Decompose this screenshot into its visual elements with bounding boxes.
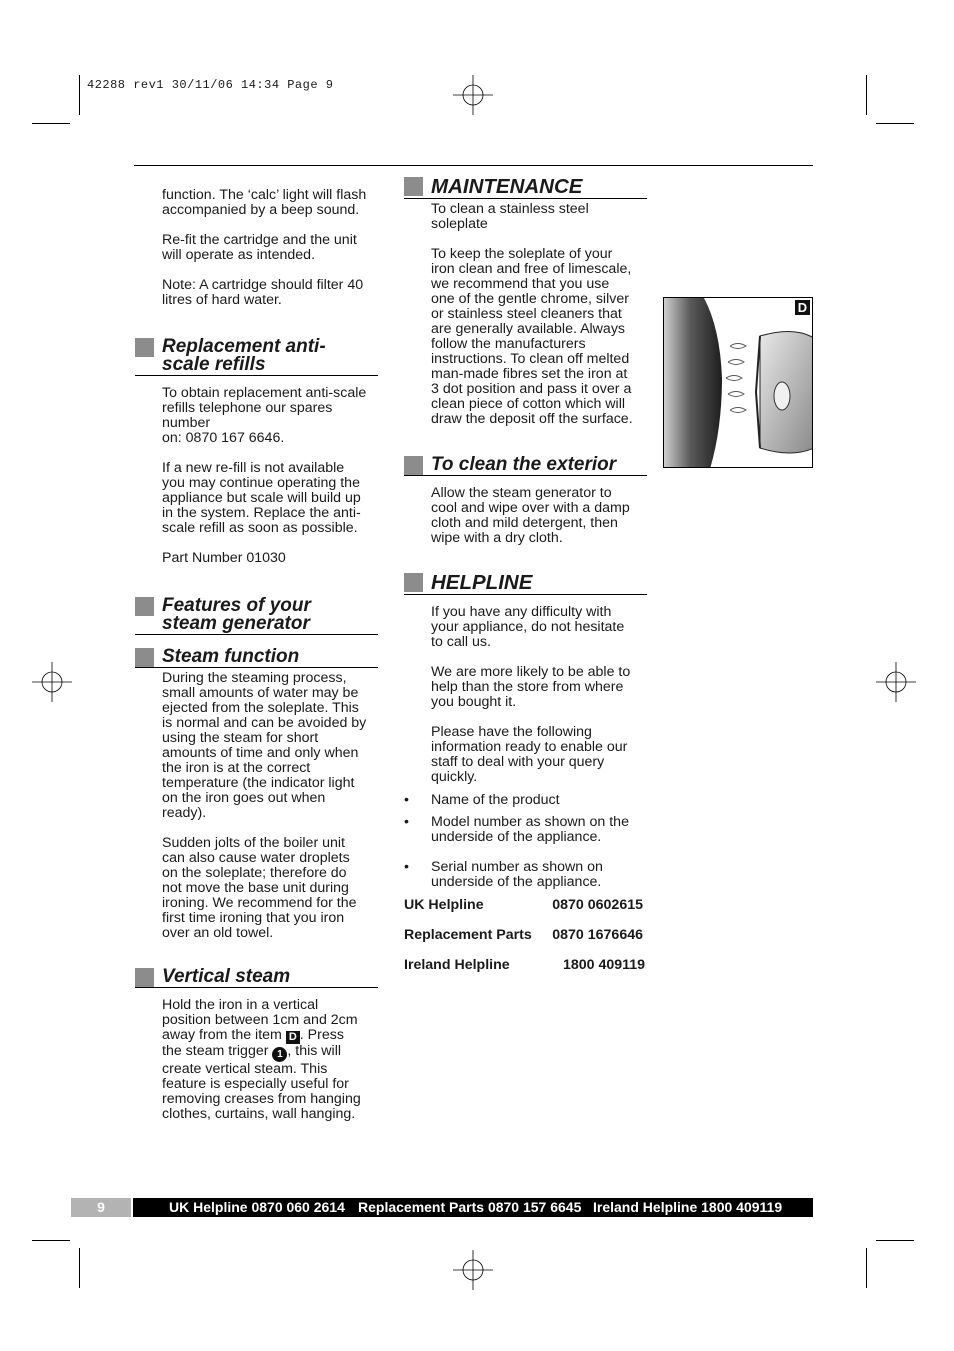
contact-number: 0870 1676646 (552, 927, 643, 943)
paragraph (162, 998, 378, 1122)
list-item-text: Serial number as shown on underside of the appliance. (431, 859, 603, 890)
header-rule (134, 165, 813, 166)
footer-helplines (133, 1198, 813, 1217)
footer-replacement-parts: Replacement Parts 0870 157 6645 (358, 1199, 582, 1215)
heading-text: Vertical steam (162, 966, 291, 987)
heading-square-icon (404, 177, 423, 196)
contact-label: Replacement Parts (404, 927, 532, 943)
bullet-icon: • (404, 859, 409, 875)
text-run: . Press the steam trigger (162, 1027, 344, 1059)
print-slug: 42288 rev1 30/11/06 14:34 Page 9 (87, 78, 334, 92)
page-number: 9 (71, 1198, 131, 1217)
heading-text: Replacement anti- scale refills (162, 336, 326, 375)
paragraph: If you have any difficulty with your appliance, do not hesitate to call us. (431, 604, 625, 650)
paragraph: Sudden jolts of the boiler unit can also cause water droplets on the soleplate; therefore do not move the base unit during ironing. We recommend for the first time ironing that you iron over an old towel. (162, 835, 357, 941)
heading-square-icon (135, 968, 154, 987)
list-item (404, 860, 647, 890)
heading-text: To clean the exterior (431, 454, 617, 475)
paragraph: We are more likely to be able to help than the store from where you bought it. (431, 664, 631, 710)
illustration-vertical-steam (663, 297, 813, 468)
heading-text: HELPLINE (431, 571, 533, 594)
section-heading-maintenance (404, 177, 647, 199)
list-item (404, 793, 647, 808)
refills-text (135, 386, 378, 566)
crop-mark (876, 1240, 914, 1241)
paragraph: Part Number 01030 (162, 550, 286, 566)
trigger-number-icon: 1 (272, 1047, 287, 1062)
crop-mark (32, 1240, 70, 1241)
heading-square-icon (135, 648, 154, 667)
list-item-text: Name of the product (431, 792, 560, 808)
left-column (135, 188, 378, 1137)
contact-label: Ireland Helpline (404, 957, 510, 973)
contact-row (404, 928, 647, 943)
list-item (404, 815, 647, 845)
figure-label: D (795, 300, 810, 315)
paragraph: To clean a stainless steel soleplate (431, 201, 589, 232)
paragraph: Please have the following information ready to enable our staff to deal with your query quickly. (431, 724, 628, 785)
bullet-icon: • (404, 792, 409, 808)
heading-square-icon (135, 597, 154, 616)
text-run: Hold the iron in a vertical position between 1cm and 2cm away from the item (162, 997, 358, 1043)
heading-square-icon (404, 573, 423, 592)
paragraph: To keep the soleplate of your iron clean and free of limescale, we recommend that you use one of the gentle chrome, silver or stainless steel cleaners that are generally available. Always follow the manufacturers instructions. To clean off melted man-made fibres set the iron at 3 dot position and pass it over a clean piece of cotton which will draw the deposit off the surface. (431, 246, 633, 427)
section-heading-vertical (135, 968, 378, 988)
heading-text: MAINTENANCE (431, 175, 583, 198)
section-heading-exterior (404, 456, 647, 476)
figure-d-icon: D (286, 1031, 300, 1044)
paragraph: Re-fit the cartridge and the unit will operate as intended. (162, 232, 357, 263)
intro-text (135, 188, 378, 308)
crop-mark (866, 1248, 867, 1288)
crop-mark (32, 123, 70, 124)
text-run: , this will create vertical steam. This feature is especially useful for removing creases from hanging clothes, curtains, wall hanging. (162, 1043, 361, 1122)
section-heading-refills (135, 338, 378, 376)
exterior-text (404, 486, 647, 546)
section-heading-steam (135, 648, 378, 668)
contact-number: 0870 0602615 (552, 897, 643, 913)
heading-square-icon (404, 456, 423, 475)
footer-ireland-helpline: Ireland Helpline 1800 409119 (593, 1199, 783, 1215)
footer-bar (71, 1198, 813, 1217)
paragraph: To obtain replacement anti-scale refills telephone our spares number on: 0870 167 6646. (162, 385, 367, 446)
list-item-text: Model number as shown on the underside of the appliance. (431, 814, 629, 845)
right-column (404, 177, 647, 988)
registration-mark-icon (32, 662, 72, 702)
contact-row (404, 958, 647, 973)
paragraph: If a new re-fill is not available you may continue operating the appliance but scale will build up in the system. Replace the anti- scale refill as soon as possible. (162, 460, 361, 536)
footer-uk-helpline: UK Helpline 0870 060 2614 (169, 1199, 345, 1215)
helpline-text (404, 605, 647, 785)
registration-mark-icon (453, 75, 493, 115)
crop-mark (866, 75, 867, 115)
registration-mark-icon (876, 662, 916, 702)
paragraph: function. The ‘calc’ light will flash accompanied by a beep sound. (162, 187, 367, 218)
contact-label: UK Helpline (404, 897, 484, 913)
iron-steaming-curtain-illustration (664, 298, 813, 468)
crop-mark (79, 1248, 80, 1288)
contact-row (404, 898, 647, 913)
heading-square-icon (135, 338, 154, 357)
maintenance-text (404, 202, 647, 427)
crop-mark (876, 123, 914, 124)
section-heading-helpline (404, 573, 647, 595)
vertical-text (135, 998, 378, 1122)
heading-text: Features of your steam generator (162, 595, 311, 634)
steam-text (135, 671, 378, 941)
paragraph: Note: A cartridge should filter 40 litres of hard water. (162, 277, 364, 308)
section-heading-features (135, 597, 378, 635)
paragraph: Allow the steam generator to cool and wipe over with a damp cloth and mild detergent, then wipe with a dry cloth. (431, 485, 630, 546)
contact-number: 1800 409119 (562, 957, 645, 973)
bullet-icon: • (404, 814, 409, 830)
registration-mark-icon (453, 1250, 493, 1290)
heading-text: Steam function (162, 646, 300, 667)
crop-mark (79, 75, 80, 115)
paragraph: During the steaming process, small amounts of water may be ejected from the soleplate. This is normal and can be avoided by using the steam for short amounts of time and only when the iron is at the correct temperature (the indicator light on the iron goes out when ready). (162, 670, 367, 821)
